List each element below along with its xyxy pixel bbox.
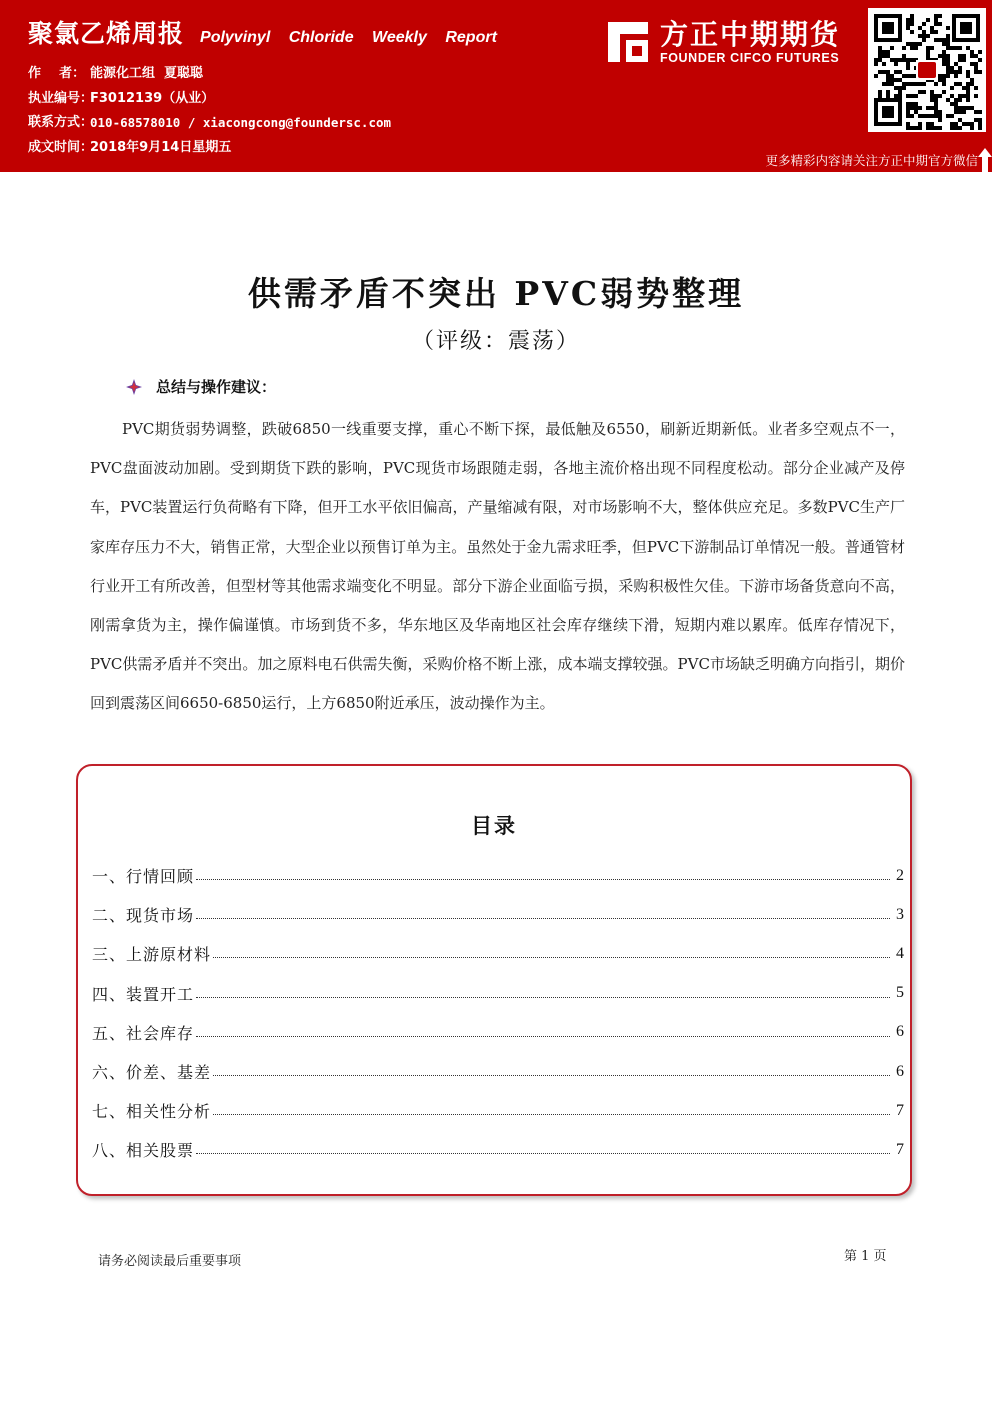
header-banner: [0, 0, 992, 172]
report-title-cn: 聚氯乙烯周报: [28, 19, 185, 48]
toc-item-label: 一、行情回顾: [92, 867, 195, 887]
meta-label: 联系方式：: [28, 115, 94, 130]
meta-label: 作 者：: [28, 66, 86, 81]
arrow-up-icon: [978, 146, 992, 172]
toc-item-page: 5: [896, 984, 904, 1002]
toc-leader-dots: [196, 997, 890, 998]
company-logo: [604, 14, 866, 70]
toc-leader-dots: [196, 1153, 890, 1154]
toc-item-page: 6: [896, 1062, 904, 1080]
toc-item-label: 三、上游原材料: [92, 945, 212, 965]
toc-item[interactable]: [92, 1130, 904, 1169]
document-title: 供需矛盾不突出 PVC弱势整理: [247, 274, 745, 313]
meta-value: 010-68578010 / xiacongcong@foundersc.com: [90, 115, 392, 130]
toc-list: [92, 856, 904, 1170]
follow-wechat-bar: [716, 146, 992, 172]
document-rating: （评级：震荡）: [411, 329, 580, 354]
toc-title: 目录: [471, 814, 517, 838]
toc-item[interactable]: [92, 934, 904, 973]
meta-row-contact: [28, 111, 391, 136]
toc-item-page: 4: [896, 944, 904, 962]
toc-item-page: 2: [896, 866, 904, 884]
toc-item-label: 五、社会库存: [92, 1023, 195, 1043]
summary-heading-text: 总结与操作建议：: [156, 378, 277, 396]
meta-label: 执业编号：: [28, 90, 94, 106]
toc-item-page: 7: [896, 1101, 904, 1119]
author-meta: [28, 62, 391, 160]
toc-leader-dots: [196, 1036, 890, 1037]
footer-page-number: 第 1 页: [844, 1249, 887, 1264]
meta-label: 成文时间：: [28, 139, 94, 155]
toc-item-label: 六、价差、基差: [92, 1063, 212, 1083]
toc-item-label: 八、相关股票: [92, 1141, 195, 1161]
meta-row-author: [28, 62, 391, 87]
toc-item[interactable]: [92, 856, 904, 895]
toc-leader-dots: [213, 957, 890, 958]
summary-heading: [126, 376, 276, 397]
logo-mark-icon: [604, 18, 652, 66]
toc-leader-dots: [213, 1114, 890, 1115]
summary-paragraph: PVC期货弱势调整，跌破6850一线重要支撑，重心不断下探，最低触及6550，刷新近期新低。业者多空观点不一，PVC盘面波动加剧。受到期货下跌的影响，PVC现货市场跟随走弱，各地主流价格出现不同程度松动。部分企业减产及停车，PVC装置运行负荷略有下降，但开工水平依旧偏高，产量缩减有限，对市场影响不大，整体供应充足。多数PVC生产厂家库存压力不大，销售正常，大型企业以预售订单为主。虽然处于金九需求旺季，但PVC下游制品订单情况一般。普通管材行业开工有所改善，但型材等其他需求端变化不明显。部分下游企业面临亏损，采购积极性欠佳。下游市场备货意向不高，刚需拿货为主，操作偏谨慎。市场到货不多，华东地区及华南地区社会库存继续下滑，短期内难以累库。低库存情况下，PVC供需矛盾并不突出。加之原料电石供需失衡，采购价格不断上涨，成本端支撑较强。PVC市场缺乏明确方向指引，期价回到震荡区间6650-6850运行，上方6850附近承压，波动操作为主。: [90, 420, 905, 713]
toc-item[interactable]: [92, 895, 904, 934]
toc-item-label: 二、现货市场: [92, 906, 195, 926]
follow-wechat-text: 更多精彩内容请关注方正中期官方微信: [765, 153, 978, 168]
toc-leader-dots: [196, 879, 890, 880]
toc-item-page: 6: [896, 1023, 904, 1041]
bullet-icon: [126, 379, 142, 395]
toc-item-label: 七、相关性分析: [92, 1102, 212, 1122]
logo-name-cn: 方正中期期货: [660, 18, 841, 51]
toc-leader-dots: [196, 918, 890, 919]
toc-item[interactable]: [92, 1091, 904, 1130]
meta-row-date: [28, 136, 391, 161]
toc-item[interactable]: [92, 1013, 904, 1052]
meta-value: 能源化工组 夏聪聪: [90, 66, 204, 81]
toc-item-label: 四、装置开工: [92, 984, 195, 1004]
meta-value: 2018年9月14日星期五: [90, 139, 232, 155]
logo-name-en: FOUNDER CIFCO FUTURES: [660, 51, 840, 65]
wechat-qr-code-icon: [868, 8, 986, 132]
report-title-en: Polyvinyl Chloride Weekly Report: [200, 29, 497, 46]
meta-value: F3012139（从业）: [90, 90, 215, 106]
toc-item[interactable]: [92, 1052, 904, 1091]
toc-item-page: 3: [896, 905, 904, 923]
report-title: [28, 14, 497, 50]
footer-notice: 请务必阅读最后重要事项: [98, 1254, 242, 1269]
toc-leader-dots: [213, 1075, 890, 1076]
meta-row-license: [28, 87, 391, 112]
toc-item-page: 7: [896, 1140, 904, 1158]
toc-item[interactable]: [92, 974, 904, 1013]
table-of-contents: [76, 764, 912, 1196]
